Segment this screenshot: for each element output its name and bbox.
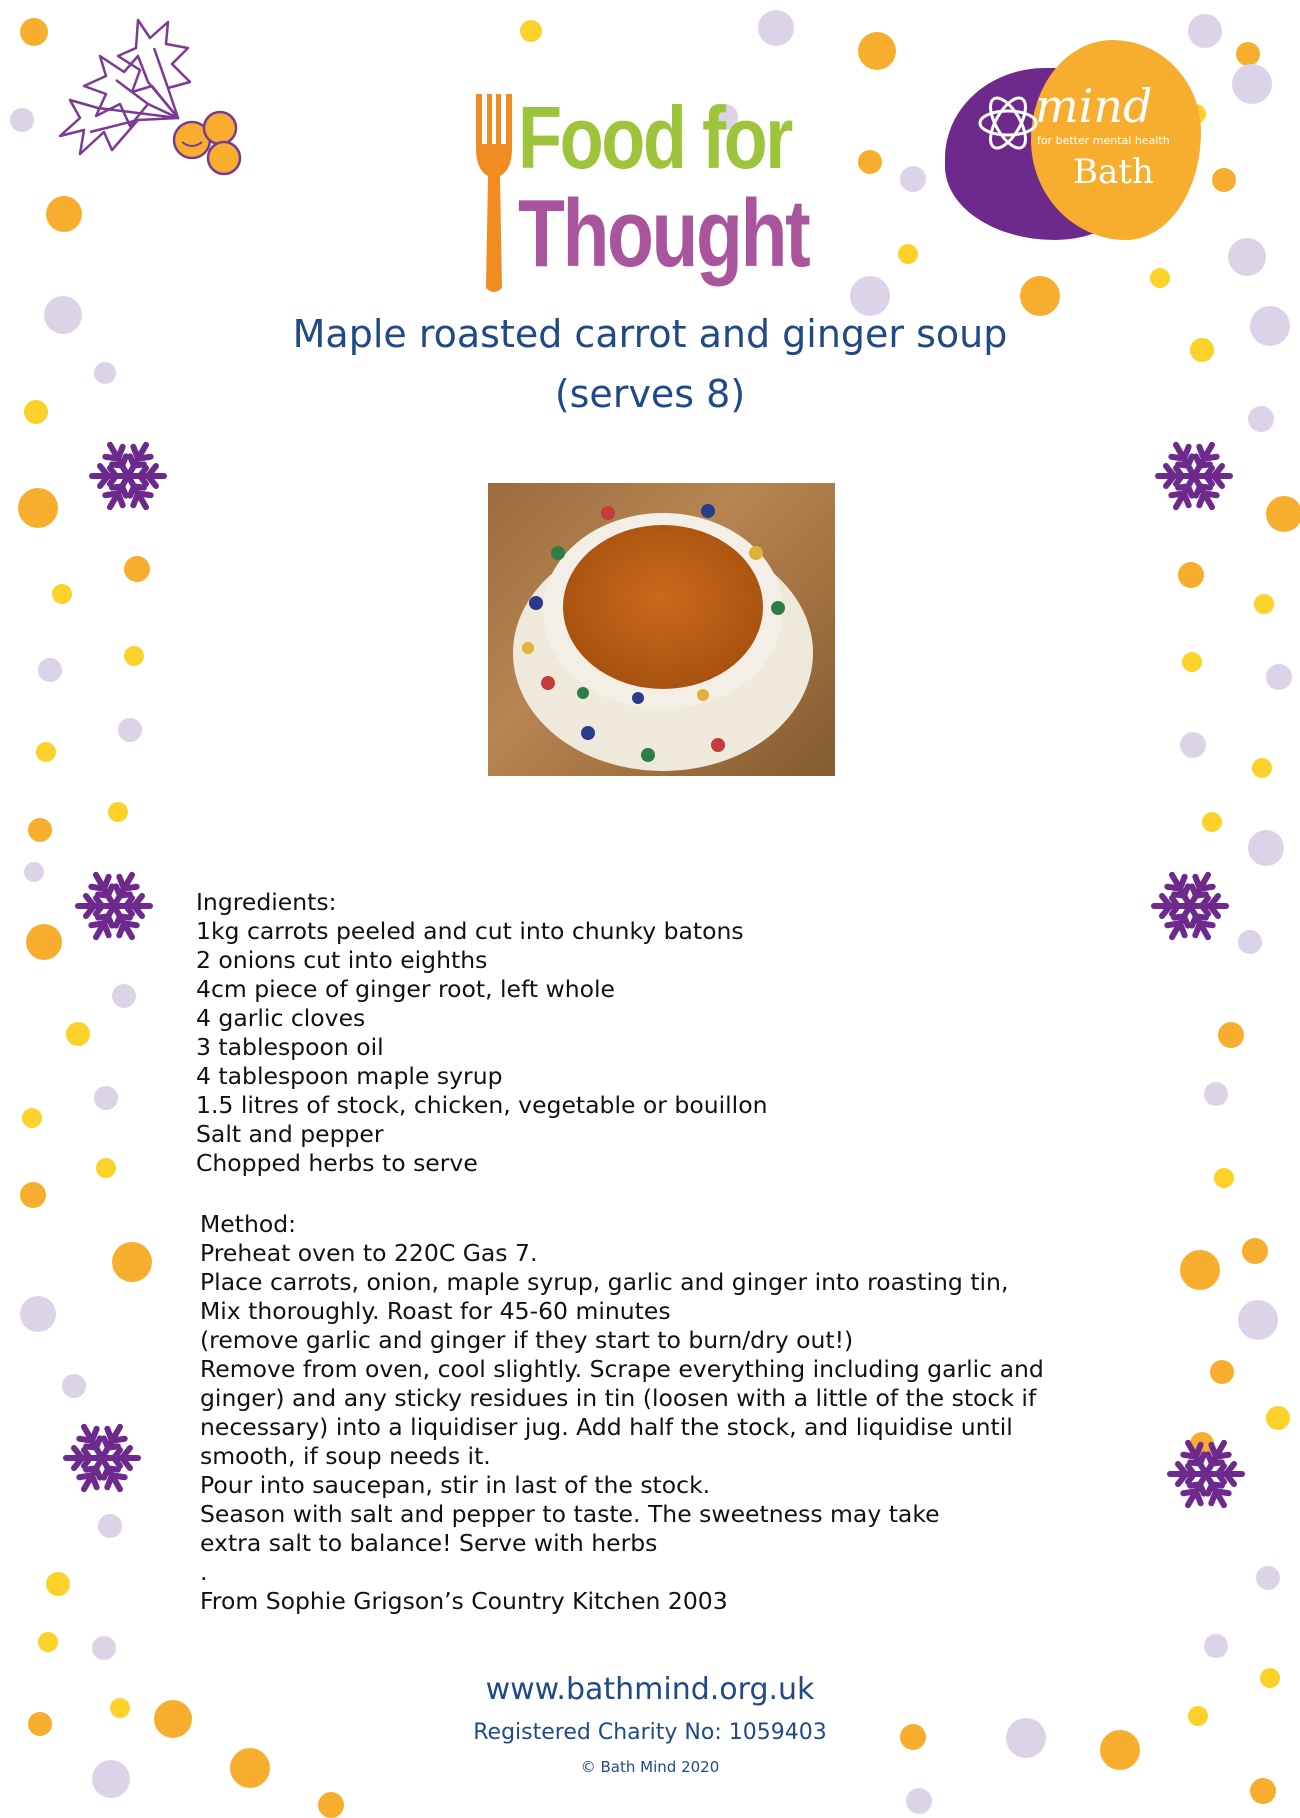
soup-photo — [488, 483, 835, 776]
confetti-dot — [1248, 830, 1284, 866]
ingredient-item: 4cm piece of ginger root, left whole — [196, 975, 616, 1003]
ingredients-section — [196, 888, 767, 1178]
footer-copyright: © Bath Mind 2020 — [580, 1758, 720, 1776]
confetti-dot — [1178, 562, 1204, 588]
snowflake-icon — [1164, 1432, 1248, 1516]
snowflake-icon — [1148, 864, 1232, 948]
method-line: Preheat oven to 220C Gas 7. — [200, 1239, 538, 1267]
confetti-dot — [1182, 652, 1202, 672]
confetti-dot — [1150, 268, 1170, 288]
confetti-dot — [1254, 594, 1274, 614]
confetti-dot — [1202, 812, 1222, 832]
snowflake-icon — [1152, 434, 1236, 518]
method-line: . — [200, 1558, 208, 1586]
confetti-dot — [850, 276, 890, 316]
ingredients-heading: Ingredients: — [196, 888, 337, 916]
confetti-dot — [898, 244, 918, 264]
confetti-dot — [66, 1022, 90, 1046]
confetti-dot — [1228, 238, 1266, 276]
confetti-dot — [124, 556, 150, 582]
confetti-dot — [38, 658, 62, 682]
logo-mind-word: mind — [1035, 79, 1153, 133]
method-line: smooth, if soup needs it. — [200, 1442, 491, 1470]
method-line: ginger) and any sticky residues in tin (loosen with a little of the stock if — [200, 1384, 1037, 1412]
ingredient-item: 2 onions cut into eighths — [196, 946, 488, 974]
confetti-dot — [1020, 276, 1060, 316]
confetti-dot — [94, 1086, 118, 1110]
confetti-dot — [24, 862, 44, 882]
logo-food-for: Food for — [518, 88, 791, 187]
confetti-dot — [1266, 664, 1292, 690]
confetti-dot — [1210, 1360, 1234, 1384]
confetti-dot — [108, 802, 128, 822]
method-line: Season with salt and pepper to taste. The sweetness may take — [200, 1500, 940, 1528]
logo-thought: Thought — [518, 180, 809, 287]
footer-website-link[interactable]: www.bathmind.org.uk — [485, 1672, 815, 1707]
confetti-dot — [118, 718, 142, 742]
confetti-dot — [1232, 64, 1272, 104]
method-section — [200, 1210, 1044, 1616]
method-heading: Method: — [200, 1210, 297, 1238]
confetti-dot — [22, 1108, 42, 1128]
confetti-dot — [900, 166, 926, 192]
method-line: extra salt to balance! Serve with herbs — [200, 1529, 658, 1557]
mind-bath-logo — [945, 40, 1205, 250]
confetti-dot — [318, 1792, 344, 1818]
method-line: Mix thoroughly. Roast for 45-60 minutes — [200, 1297, 671, 1325]
confetti-dot — [38, 1632, 58, 1652]
confetti-dot — [1236, 42, 1260, 66]
confetti-dot — [28, 818, 52, 842]
confetti-dot — [46, 1572, 70, 1596]
confetti-dot — [1242, 1238, 1268, 1264]
confetti-dot — [1250, 1778, 1276, 1804]
confetti-dot — [1256, 1566, 1280, 1590]
confetti-dot — [1180, 732, 1206, 758]
confetti-dot — [1214, 1168, 1234, 1188]
ingredient-item: 3 tablespoon oil — [196, 1033, 384, 1061]
confetti-dot — [1266, 1406, 1290, 1430]
fork-icon — [470, 92, 518, 292]
confetti-dot — [96, 1158, 116, 1178]
food-for-thought-logo — [470, 88, 810, 298]
confetti-dot — [52, 584, 72, 604]
ingredient-item: 4 tablespoon maple syrup — [196, 1062, 503, 1090]
confetti-dot — [92, 1636, 116, 1660]
logo-mind-tagline: for better mental health — [1037, 134, 1170, 147]
confetti-dot — [1218, 1022, 1244, 1048]
method-source: From Sophie Grigson’s Country Kitchen 2003 — [200, 1587, 728, 1615]
confetti-dot — [906, 1788, 932, 1814]
confetti-dot — [1266, 496, 1300, 532]
footer-charity-number: Registered Charity No: 1059403 — [473, 1720, 827, 1745]
method-line: Pour into saucepan, stir in last of the stock. — [200, 1471, 711, 1499]
confetti-dot — [18, 488, 58, 528]
confetti-dot — [1204, 1082, 1228, 1106]
confetti-dot — [1252, 758, 1272, 778]
recipe-title: Maple roasted carrot and ginger soup — [292, 312, 1008, 356]
confetti-dot — [112, 984, 136, 1008]
confetti-dot — [20, 1296, 56, 1332]
confetti-dot — [1238, 1300, 1278, 1340]
confetti-dot — [112, 1242, 152, 1282]
ingredient-item: 1kg carrots peeled and cut into chunky batons — [196, 917, 744, 945]
confetti-dot — [858, 32, 896, 70]
confetti-dot — [520, 20, 542, 42]
confetti-dot — [1180, 1250, 1220, 1290]
recipe-serves: (serves 8) — [554, 372, 746, 416]
confetti-dot — [36, 742, 56, 762]
confetti-dot — [1204, 1634, 1228, 1658]
holly-icon — [40, 8, 260, 208]
method-line: Remove from oven, cool slightly. Scrape everything including garlic and — [200, 1355, 1044, 1383]
ingredient-item: 1.5 litres of stock, chicken, vegetable or bouillon — [196, 1091, 768, 1119]
confetti-dot — [10, 108, 34, 132]
confetti-dot — [1212, 168, 1236, 192]
method-line: necessary) into a liquidiser jug. Add half the stock, and liquidise until — [200, 1413, 1013, 1441]
confetti-dot — [858, 150, 882, 174]
confetti-dot — [62, 1374, 86, 1398]
confetti-dot — [1238, 930, 1262, 954]
method-line: Place carrots, onion, maple syrup, garlic and ginger into roasting tin, — [200, 1268, 1009, 1296]
logo-mind-city: Bath — [1073, 152, 1154, 192]
snowflake-icon — [60, 1416, 144, 1500]
mind-flower-icon — [973, 88, 1043, 158]
ingredient-item: 4 garlic cloves — [196, 1004, 366, 1032]
method-line: (remove garlic and ginger if they start to burn/dry out!) — [200, 1326, 854, 1354]
confetti-dot — [20, 1182, 46, 1208]
ingredient-item: Salt and pepper — [196, 1120, 384, 1148]
confetti-dot — [98, 1514, 122, 1538]
confetti-dot — [26, 924, 62, 960]
confetti-dot — [758, 10, 794, 46]
snowflake-icon — [86, 434, 170, 518]
ingredient-item: Chopped herbs to serve — [196, 1149, 478, 1177]
confetti-dot — [124, 646, 144, 666]
snowflake-icon — [72, 864, 156, 948]
